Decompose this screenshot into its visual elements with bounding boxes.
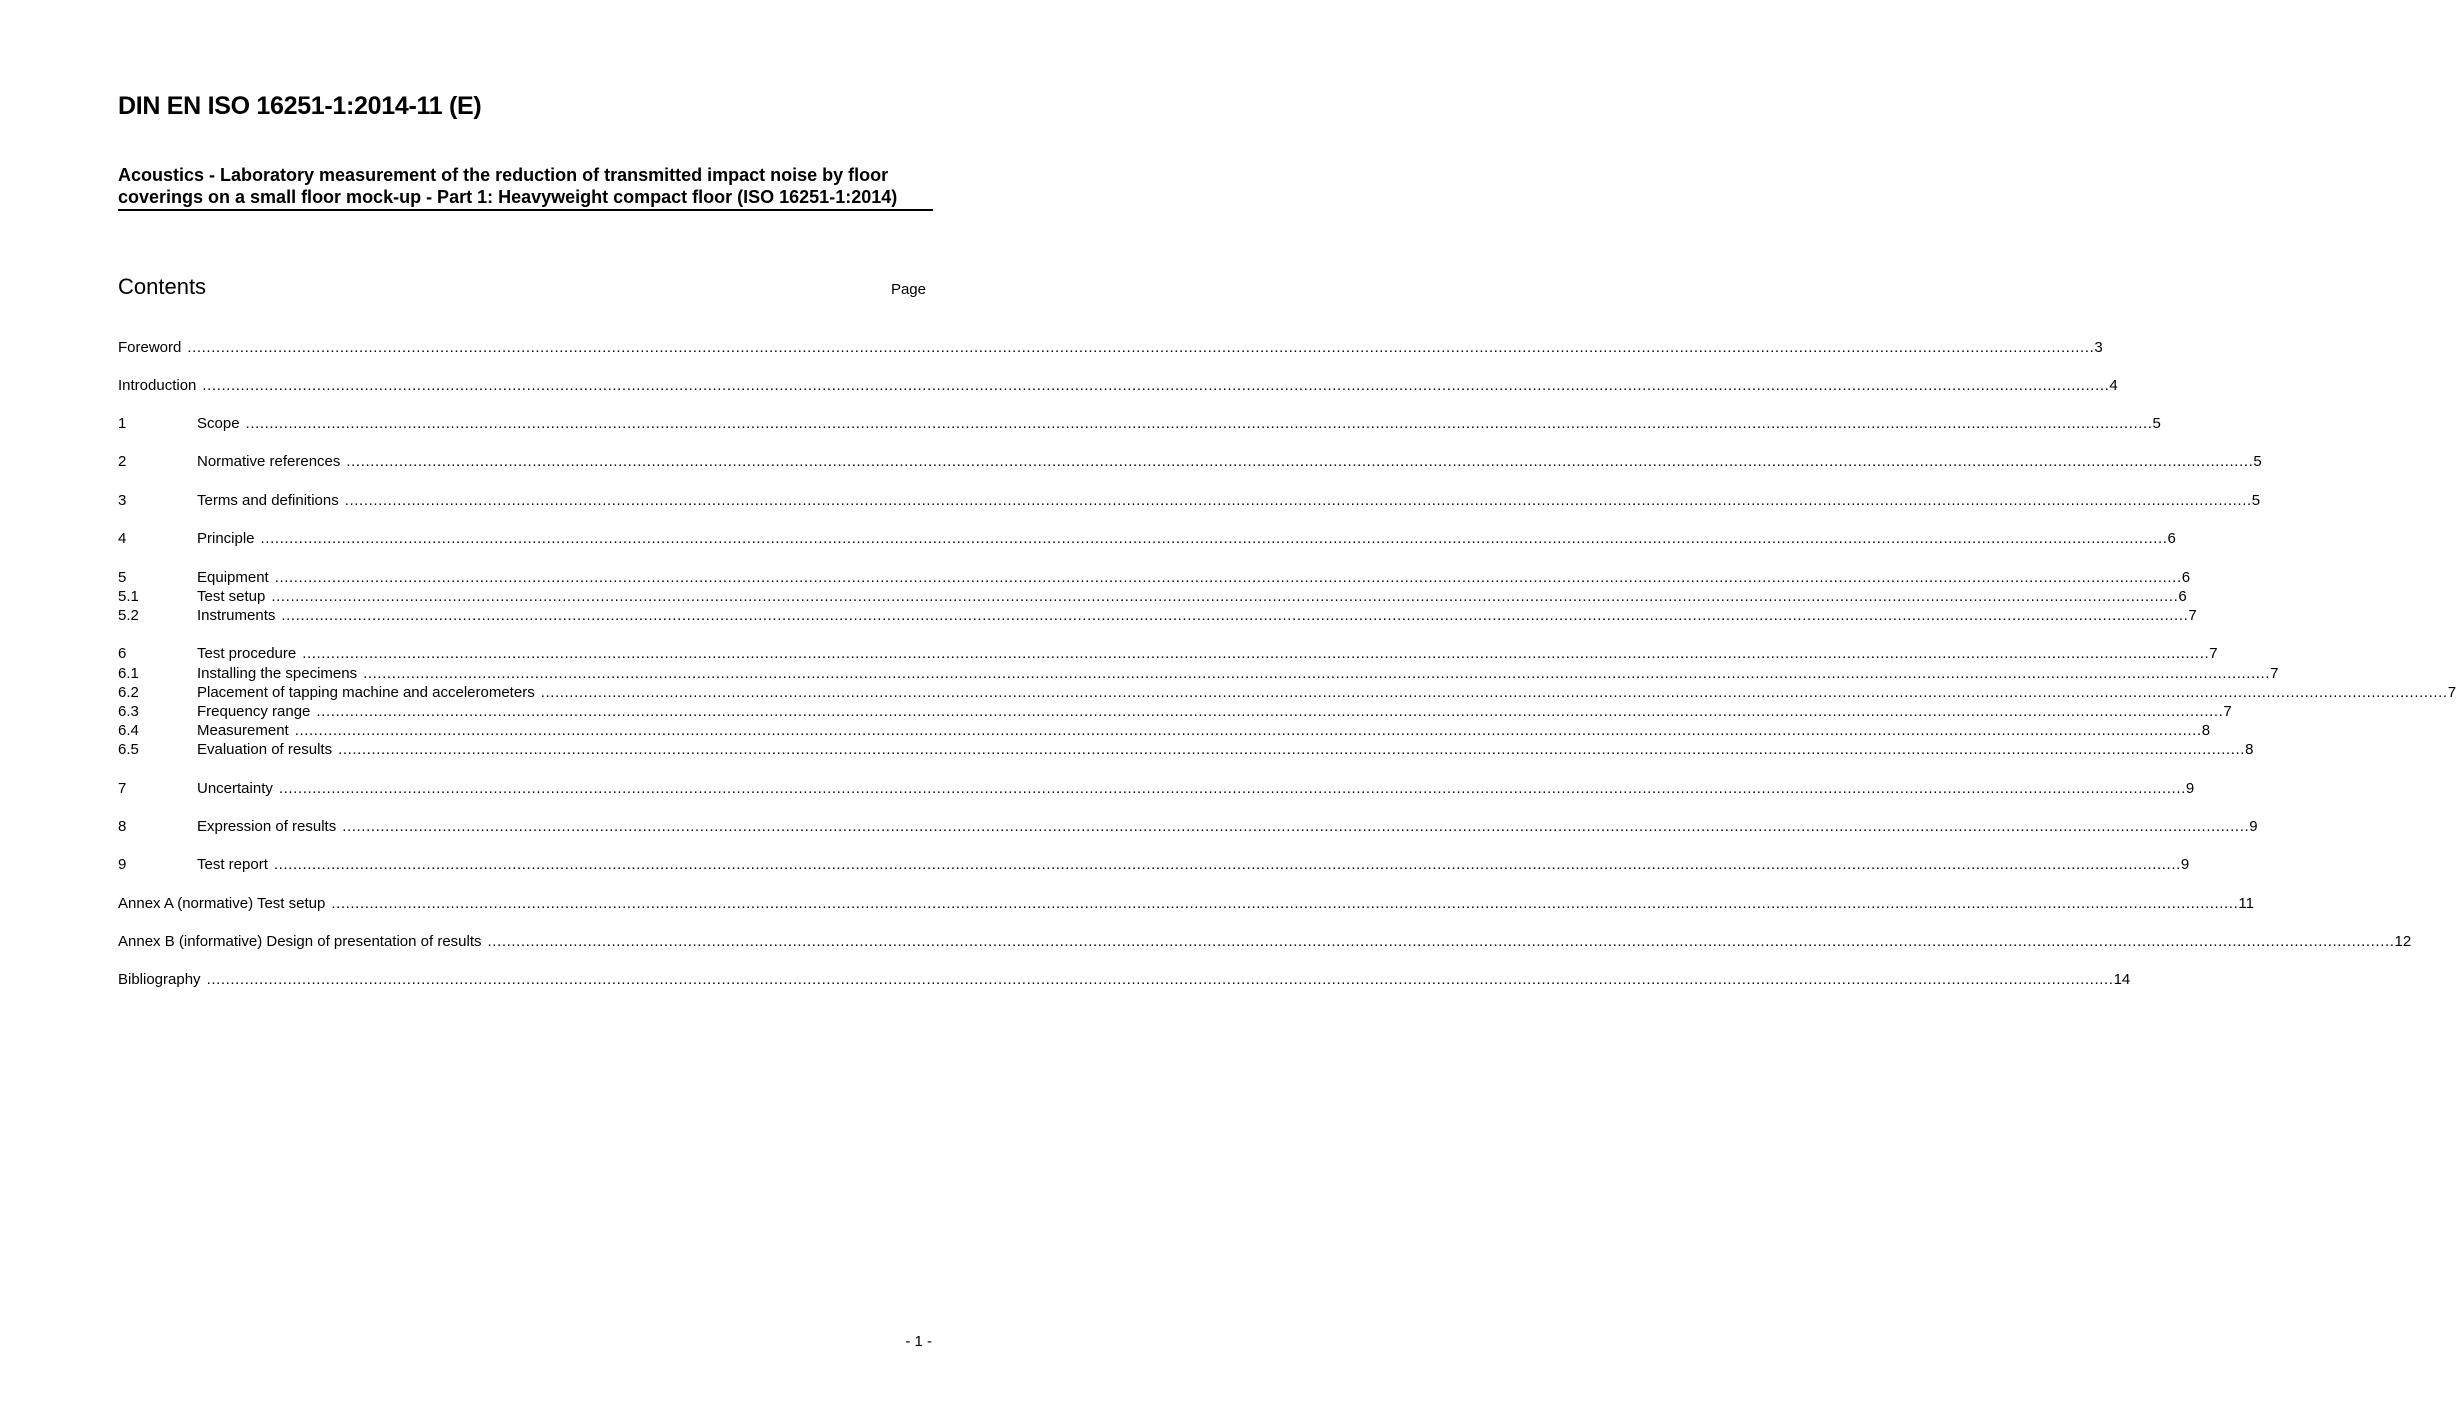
toc-entry-number: 2 [118,453,127,470]
toc-dot-leader: ................................................................................................................................................................................................................................................................................................................................................................................................................ [342,818,2250,835]
toc-entry-page: 6 [2178,588,2187,605]
toc-entry-page: 11 [2238,895,2254,912]
toc-entry[interactable] [118,817,2258,836]
toc-dot-leader: ................................................................................................................................................................................................................................................................................................................................................................................................................ [331,895,2239,912]
toc-entry-page: 6 [2181,569,2191,586]
toc-entry-number: 3 [118,492,127,509]
toc-entry[interactable] [118,740,2254,759]
toc-entry-page: 8 [2201,722,2211,739]
toc-entry-title: Bibliography [118,971,201,988]
toc-dot-leader: ................................................................................................................................................................................................................................................................................................................................................................................................................ [363,665,2271,682]
toc-entry-title: Equipment [197,569,269,586]
toc-entry-title: Terms and definitions [197,492,339,509]
toc-entry-page: 7 [2223,703,2232,720]
toc-entry[interactable] [118,970,2131,989]
toc-dot-leader: ................................................................................................................................................................................................................................................................................................................................................................................................................ [271,588,2179,605]
toc-entry-title: Test report [197,856,268,873]
toc-entry-page: 9 [2180,856,2190,873]
toc-entry[interactable] [118,452,2262,471]
toc-entry-title: Placement of tapping machine and accelerometers [197,684,535,701]
toc-dot-leader: ................................................................................................................................................................................................................................................................................................................................................................................................................ [245,415,2153,432]
toc-entry-number: 9 [118,856,127,873]
toc-entry[interactable] [118,932,2412,951]
toc-entry-number: 6.4 [118,722,139,739]
toc-entry[interactable] [118,683,2456,702]
page-number: - 1 - [905,1333,932,1350]
toc-dot-leader: ................................................................................................................................................................................................................................................................................................................................................................................................................ [274,569,2182,586]
toc-entry[interactable] [118,644,2218,663]
toc-entry-page: 9 [2249,818,2258,835]
toc-entry-title: Measurement [197,722,289,739]
toc-dot-leader: ................................................................................................................................................................................................................................................................................................................................................................................................................ [260,530,2168,547]
toc-dot-leader: ................................................................................................................................................................................................................................................................................................................................................................................................................ [487,933,2395,950]
toc-entry[interactable] [118,779,2195,798]
toc-entry-page: 6 [2167,530,2176,547]
toc-entry[interactable] [118,606,2197,625]
toc-entry-page: 4 [2109,377,2118,394]
toc-dot-leader: ................................................................................................................................................................................................................................................................................................................................................................................................................ [294,722,2202,739]
toc-entry-page: 7 [2447,684,2456,701]
toc-entry[interactable] [118,414,2161,433]
toc-entry-page: 5 [2253,453,2262,470]
toc-entry[interactable] [118,894,2254,913]
toc-entry-title: Principle [197,530,255,547]
toc-entry-page: 7 [2270,665,2279,682]
toc-entry-page: 5 [2152,415,2161,432]
toc-entry-page: 12 [2394,933,2412,950]
toc-entry[interactable] [118,855,2190,874]
toc-entry-title: Installing the specimens [197,665,358,682]
toc-entry-page: 14 [2113,971,2131,988]
toc-entry-page: 3 [2094,339,2103,356]
toc-entry[interactable] [118,587,2187,606]
toc-entry-title: Introduction [118,377,197,394]
toc-entry[interactable] [118,721,2211,740]
toc-entry-title: Test procedure [197,645,297,662]
toc-dot-leader: ................................................................................................................................................................................................................................................................................................................................................................................................................ [540,684,2448,701]
toc-entry[interactable] [118,376,2118,395]
toc-entry[interactable] [118,491,2261,510]
toc-entry[interactable] [118,664,2279,683]
toc-dot-leader: ................................................................................................................................................................................................................................................................................................................................................................................................................ [278,780,2186,797]
toc-entry-page: 5 [2251,492,2261,509]
toc-entry-number: 7 [118,780,127,797]
toc-entry[interactable] [118,568,2191,587]
toc-entry-title: Test setup [197,588,266,605]
toc-entry-title: Expression of results [197,818,337,835]
toc-dot-leader: ................................................................................................................................................................................................................................................................................................................................................................................................................ [316,703,2224,720]
toc-dot-leader: ................................................................................................................................................................................................................................................................................................................................................................................................................ [202,377,2110,394]
toc-entry-title: Annex A (normative) Test setup [118,895,326,912]
toc-dot-leader: ................................................................................................................................................................................................................................................................................................................................................................................................................ [273,856,2181,873]
toc-dot-leader: ................................................................................................................................................................................................................................................................................................................................................................................................................ [302,645,2210,662]
toc-entry-page: 7 [2188,607,2197,624]
toc-dot-leader: ................................................................................................................................................................................................................................................................................................................................................................................................................ [206,971,2114,988]
toc-entry-number: 4 [118,530,127,547]
toc-entry-number: 5.1 [118,588,139,605]
toc-entry-page: 8 [2245,741,2254,758]
toc-entry-number: 5.2 [118,607,139,624]
toc-entry-title: Instruments [197,607,276,624]
toc-dot-leader: ................................................................................................................................................................................................................................................................................................................................................................................................................ [338,741,2246,758]
toc-entry-number: 6.2 [118,684,139,701]
toc-entry-number: 5 [118,569,127,586]
toc-entry[interactable] [118,338,2103,357]
toc-entry-title: Normative references [197,453,341,470]
toc-dot-leader: ................................................................................................................................................................................................................................................................................................................................................................................................................ [346,453,2254,470]
toc-entry-number: 6 [118,645,127,662]
toc-entry-number: 8 [118,818,127,835]
toc-entry-title: Frequency range [197,703,311,720]
document-title: Acoustics - Laboratory measurement of the reduction of transmitted impact noise by floor coverings on a small floor mock-up - Part 1: Heavyweight compact floor (ISO 16251-1:2014) [118,164,933,211]
toc-entry-number: 1 [118,415,127,432]
toc-entry-page: 9 [2185,780,2195,797]
toc-dot-leader: ................................................................................................................................................................................................................................................................................................................................................................................................................ [344,492,2252,509]
toc-dot-leader: ................................................................................................................................................................................................................................................................................................................................................................................................................ [187,339,2095,356]
toc-entry-number: 6.5 [118,741,139,758]
toc-entry-title: Uncertainty [197,780,273,797]
page-column-label: Page [890,281,926,298]
toc-entry-page: 7 [2209,645,2218,662]
toc-entry-title: Evaluation of results [197,741,333,758]
toc-entry[interactable] [118,529,2176,548]
toc-entry-number: 6.3 [118,703,139,720]
toc-entry-title: Annex B (informative) Design of presentation of results [118,933,482,950]
toc-entry-title: Scope [197,415,240,432]
document-id: DIN EN ISO 16251-1:2014-11 (E) [118,92,482,120]
contents-heading: Contents [118,274,207,299]
toc-dot-leader: ................................................................................................................................................................................................................................................................................................................................................................................................................ [281,607,2189,624]
toc-entry-number: 6.1 [118,665,139,682]
toc-entry[interactable] [118,702,2232,721]
toc-entry-title: Foreword [118,339,182,356]
